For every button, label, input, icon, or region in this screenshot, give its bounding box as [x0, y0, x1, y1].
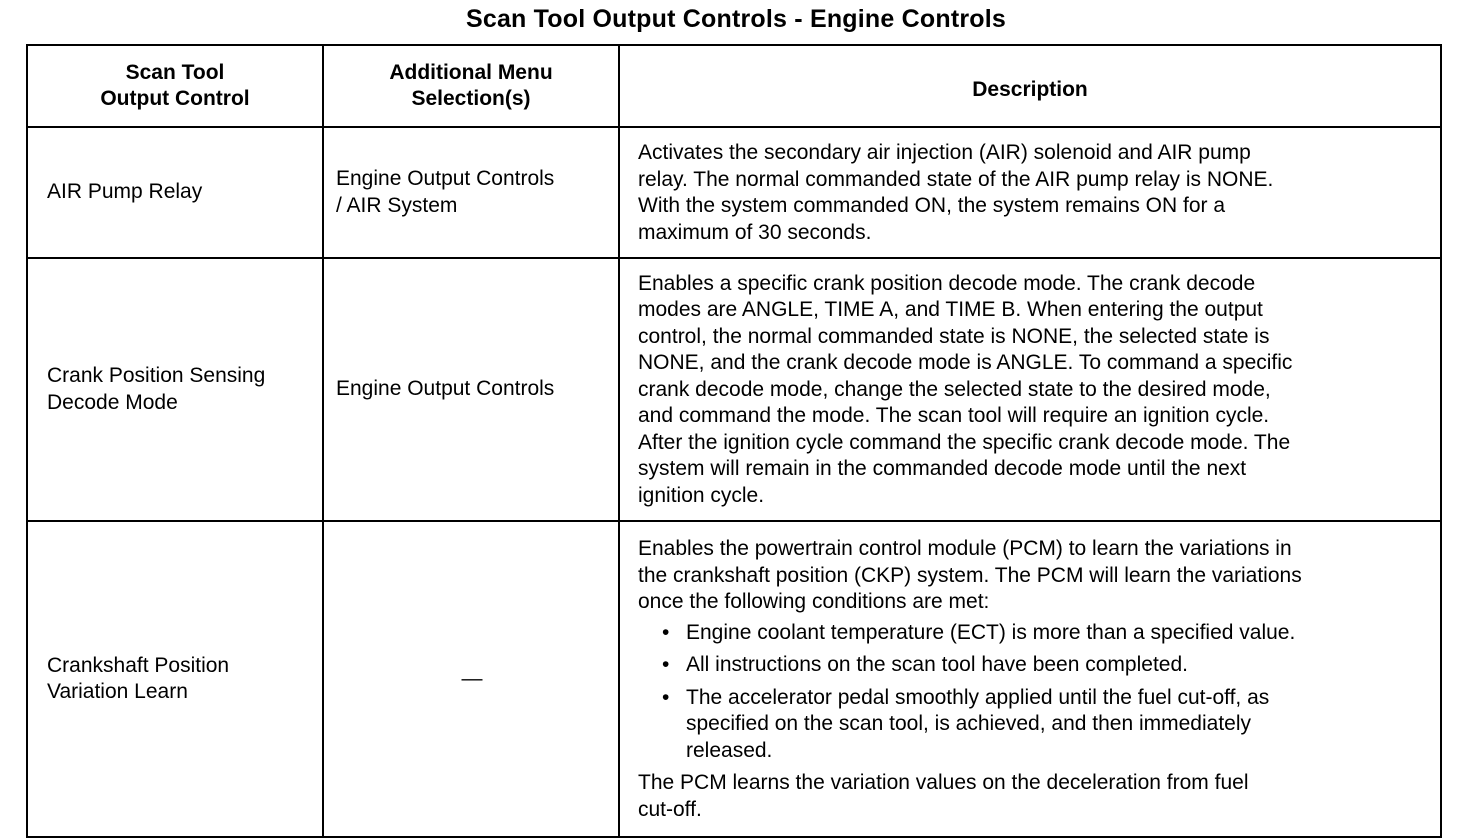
description-line: system will remain in the commanded decode mode until the next [638, 457, 1247, 481]
output-control-name: Variation Learn [47, 680, 188, 703]
menu-selection-line: Engine Output Controls [336, 167, 555, 190]
conditions-list [638, 620, 1430, 765]
table-row [27, 127, 1441, 258]
condition-item [660, 685, 1430, 765]
header-description [619, 45, 1441, 127]
description-line: Enables the powertrain control module (PCM) to learn the variations in [638, 537, 1292, 560]
description-line: Enables a specific crank position decode mode. The crank decode [638, 271, 1256, 295]
description-line: cut-off. [638, 797, 702, 821]
description-cell [619, 258, 1441, 521]
bullet-icon: • [662, 620, 670, 644]
menu-selection-cell [323, 521, 619, 837]
description-line: modes are ANGLE, TIME A, and TIME B. When entering the output [638, 298, 1263, 322]
menu-selection-cell [323, 258, 619, 521]
condition-line: The accelerator pedal smoothly applied until the fuel cut-off, as [686, 685, 1270, 709]
output-control-name: AIR Pump Relay [47, 180, 203, 204]
header-text-line: Scan Tool [125, 60, 225, 84]
menu-selection-dash: — [461, 666, 483, 690]
table-header-row [27, 45, 1441, 127]
condition-line: Engine coolant temperature (ECT) is more than a specified value. [686, 620, 1296, 644]
condition-item [660, 620, 1430, 647]
condition-line: released. [686, 738, 773, 762]
output-control-name: Decode Mode [47, 390, 178, 414]
description-line: NONE, and the crank decode mode is ANGLE. To command a specific [638, 351, 1293, 375]
output-control-name: Crankshaft Position [47, 653, 230, 677]
description-line: ignition cycle. [638, 483, 765, 507]
table-row [27, 258, 1441, 521]
description-line: maximum of 30 seconds. [638, 220, 872, 244]
header-text-line: Output Control [100, 87, 250, 110]
menu-selection-line: Engine Output Controls [336, 377, 555, 401]
description-line: relay. The normal commanded state of the AIR pump relay is NONE. [638, 167, 1274, 191]
bullet-icon: • [662, 653, 670, 676]
header-additional-menu-selections [323, 45, 619, 127]
description-line: crank decode mode, change the selected state to the desired mode, [638, 377, 1271, 401]
output-control-name: Crank Position Sensing [47, 364, 266, 387]
description-line: The PCM learns the variation values on the deceleration from fuel [638, 771, 1249, 794]
output-control-cell [27, 127, 323, 258]
description-line: the crankshaft position (CKP) system. The PCM will learn the variations [638, 563, 1302, 587]
output-control-cell [27, 258, 323, 521]
output-controls-table [26, 44, 1442, 838]
header-text-line: Selection(s) [411, 87, 531, 110]
description-cell [619, 521, 1441, 837]
header-text-line: Additional Menu [389, 60, 553, 84]
description-line: Activates the secondary air injection (AIR) solenoid and AIR pump [638, 141, 1251, 164]
description-line: After the ignition cycle command the specific crank decode mode. The [638, 430, 1291, 454]
bullet-icon: • [662, 685, 670, 709]
menu-selection-line: / AIR System [336, 193, 458, 217]
header-scan-tool-output-control [27, 45, 323, 127]
page-title: Scan Tool Output Controls - Engine Controls [465, 5, 1007, 33]
description-line: control, the normal commanded state is NONE, the selected state is [638, 324, 1270, 348]
table-row [27, 521, 1441, 837]
header-text-line: Description [972, 77, 1088, 101]
menu-selection-cell [323, 127, 619, 258]
condition-line: All instructions on the scan tool have been completed. [686, 653, 1188, 676]
description-line: once the following conditions are met: [638, 590, 990, 613]
description-line: With the system commanded ON, the system remains ON for a [638, 194, 1226, 217]
description-cell [619, 127, 1441, 258]
description-line: and command the mode. The scan tool will require an ignition cycle. [638, 404, 1270, 428]
condition-line: specified on the scan tool, is achieved, and then immediately [686, 712, 1252, 735]
output-control-cell [27, 521, 323, 837]
condition-item [660, 652, 1430, 679]
